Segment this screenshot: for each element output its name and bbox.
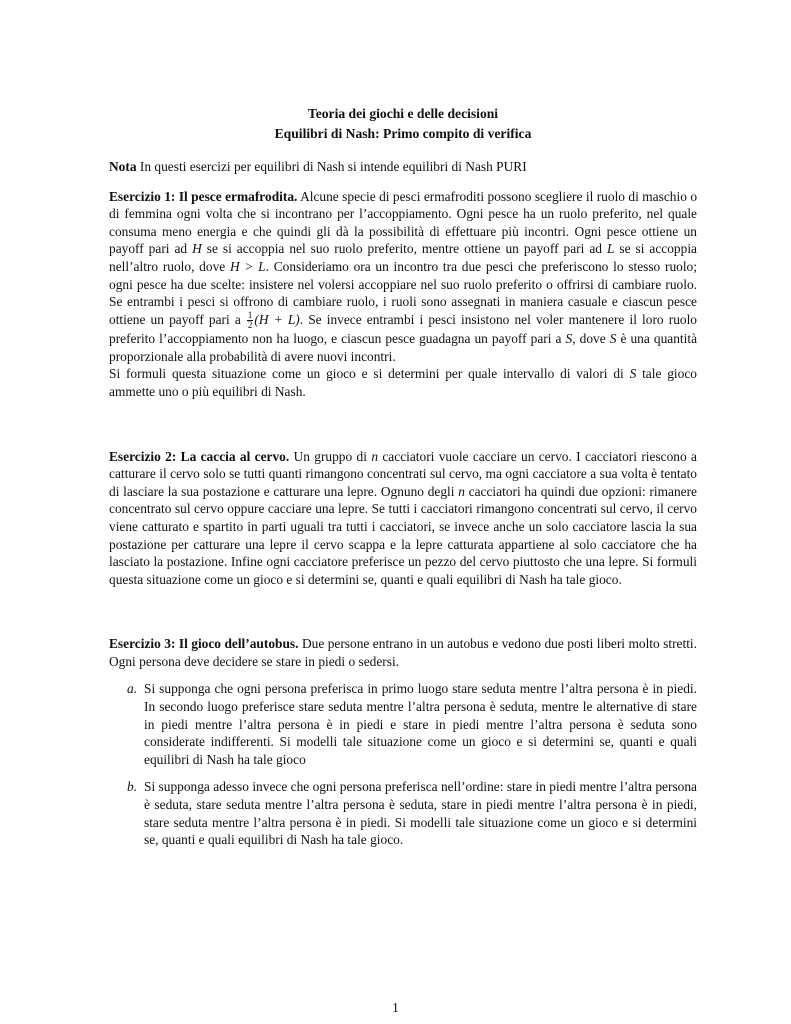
math-S: S	[565, 331, 573, 347]
title-line-2: Equilibri di Nash: Primo compito di verifica	[274, 125, 532, 141]
page-number: 1	[392, 1000, 399, 1015]
fraction-numerator: 1	[247, 310, 253, 321]
document-page	[109, 104, 697, 859]
exercise-3-intro: Due persone entrano in un autobus e vedono due posti liberi molto stretti. Ogni persona deve decidere se stare in piedi o sedersi.	[109, 636, 698, 669]
exercise-2-text: cacciatori ha quindi due opzioni: rimanere concentrato sul cervo oppure cacciare una lepre. Se tutti i cacciatori rimangono concentrati sul cervo, il cervo viene catturato e spartito in parti uguali tra tutti i cacciatori, se invece anche un solo cacciatore lascia la sua postazione per catturare una lepre il cervo scappa e la lepre catturata appartiene al solo cacciatore che ha lasciato la postazione. Infine ogni cacciatore preferisce un pezzo del cervo piuttosto che una lepre. Si formuli questa situazione come un gioco e si determini se, quanti e quali equilibri di Nash ha tale gioco.	[109, 483, 697, 587]
exercise-2-text: Un gruppo di	[293, 448, 367, 464]
exercise-2	[109, 448, 697, 589]
math-L: L	[606, 241, 615, 257]
nota-label: Nota	[109, 159, 137, 174]
nota-paragraph	[109, 158, 697, 176]
exercise-1-question: tale gioco ammette uno o più equilibri di Nash.	[109, 366, 697, 399]
math-S: S	[609, 331, 617, 347]
title-line-1: Teoria dei giochi e delle decisioni	[307, 106, 499, 121]
item-text: Si supponga che ogni persona preferisca in primo luogo stare seduta mentre l’altra persona è in piedi. In secondo luogo preferisce stare seduta mentre l’altra persona è seduta, mentre le alternative di stare in piedi mentre l’altra persona è in piedi e stare in piedi mentre l’altra persona è seduta sono considerate indifferenti. Si modelli tale situazione come un gioco e si determini se, quanti e quali equilibri di Nash ha tale gioco	[144, 681, 697, 767]
math-expression: (H + L)	[254, 311, 300, 327]
exercise-1-text: se si accoppia nell’altro ruolo, dove	[109, 241, 697, 274]
exercise-1-text: Alcune specie di pesci ermafroditi possono scegliere il ruolo di maschio o di femmina ogni volta che si incontrano per l’accoppiamento. Ogni pesce ha un ruolo preferito, nel quale consuma meno energia e che quindi gli dà la possibilità di effettuare più incontri. Ogni pesce ottiene un payoff pari ad	[109, 188, 698, 257]
exercise-2-heading: Esercizio 2: La caccia al cervo.	[109, 448, 290, 464]
title-block	[109, 104, 697, 143]
item-text: Si supponga adesso invece che ogni persona preferisca nell’ordine: stare in piedi mentre l’altra persona è seduta, stare seduta mentre l’altra persona è seduta, stare in piedi mentre l’altra persona è in piedi, stare seduta mentre l’altra persona è in piedi. Si modelli tale situazione come un gioco e si determini se, quanti e quali equilibri di Nash ha tale gioco.	[144, 779, 697, 848]
fraction-denominator: 2	[247, 320, 253, 331]
exercise-1-text: . Consideriamo ora un incontro tra due pesci che preferiscono lo stesso ruolo; ogni pesce ha due scelte: insistere nel volersi accoppiare nel suo ruolo preferito o offrirsi di cambiare ruolo. Se entrambi i pesci si offrono di cambiare ruolo, i ruoli sono assegnati in maniera casuale e ciascun pesce ottiene un payoff pari a	[109, 258, 697, 327]
math-condition: H > L	[229, 258, 266, 274]
item-label: a.	[127, 681, 138, 697]
exercise-1-text: se si accoppia nel suo ruolo preferito, mentre ottiene un payoff pari ad	[206, 241, 602, 257]
exercise-3-items	[109, 680, 697, 848]
exercise-3-heading: Esercizio 3: Il gioco dell’autobus.	[109, 636, 299, 652]
exercise-1-text: , dove	[572, 331, 606, 347]
list-item	[109, 778, 697, 848]
math-n: n	[371, 448, 379, 464]
item-label: b.	[127, 779, 138, 795]
math-fraction	[247, 311, 254, 330]
exercise-1	[109, 188, 697, 401]
list-item	[109, 680, 697, 768]
nota-text: In questi esercizi per equilibri di Nash si intende equilibri di Nash PURI	[139, 159, 527, 174]
exercise-1-heading: Esercizio 1: Il pesce ermafrodita.	[109, 188, 298, 204]
exercise-2-text: cacciatori vuole cacciare un cervo. I cacciatori riescono a catturare il cervo solo se tutti quanti rimangono concentrati sul cervo, ma ogni cacciatore a sua volta è tentato di lasciare la sua postazione e catturare una lepre. Ognuno degli	[109, 448, 697, 499]
exercise-3	[109, 635, 697, 670]
math-n: n	[458, 483, 465, 499]
exercise-1-text: . Se invece entrambi i pesci insistono nel voler mantenere il loro ruolo preferito l’accoppiamento non ha luogo, e ciascun pesce guadagna un payoff pari a	[109, 311, 697, 347]
math-H: H	[192, 241, 202, 257]
exercise-1-text: è una quantità proporzionale alla probabilità di avere nuovi incontri.	[109, 331, 698, 364]
exercise-1-question: Si formuli questa situazione come un gioco e si determini per quale intervallo di valori di	[109, 366, 624, 382]
math-S: S	[629, 366, 637, 382]
